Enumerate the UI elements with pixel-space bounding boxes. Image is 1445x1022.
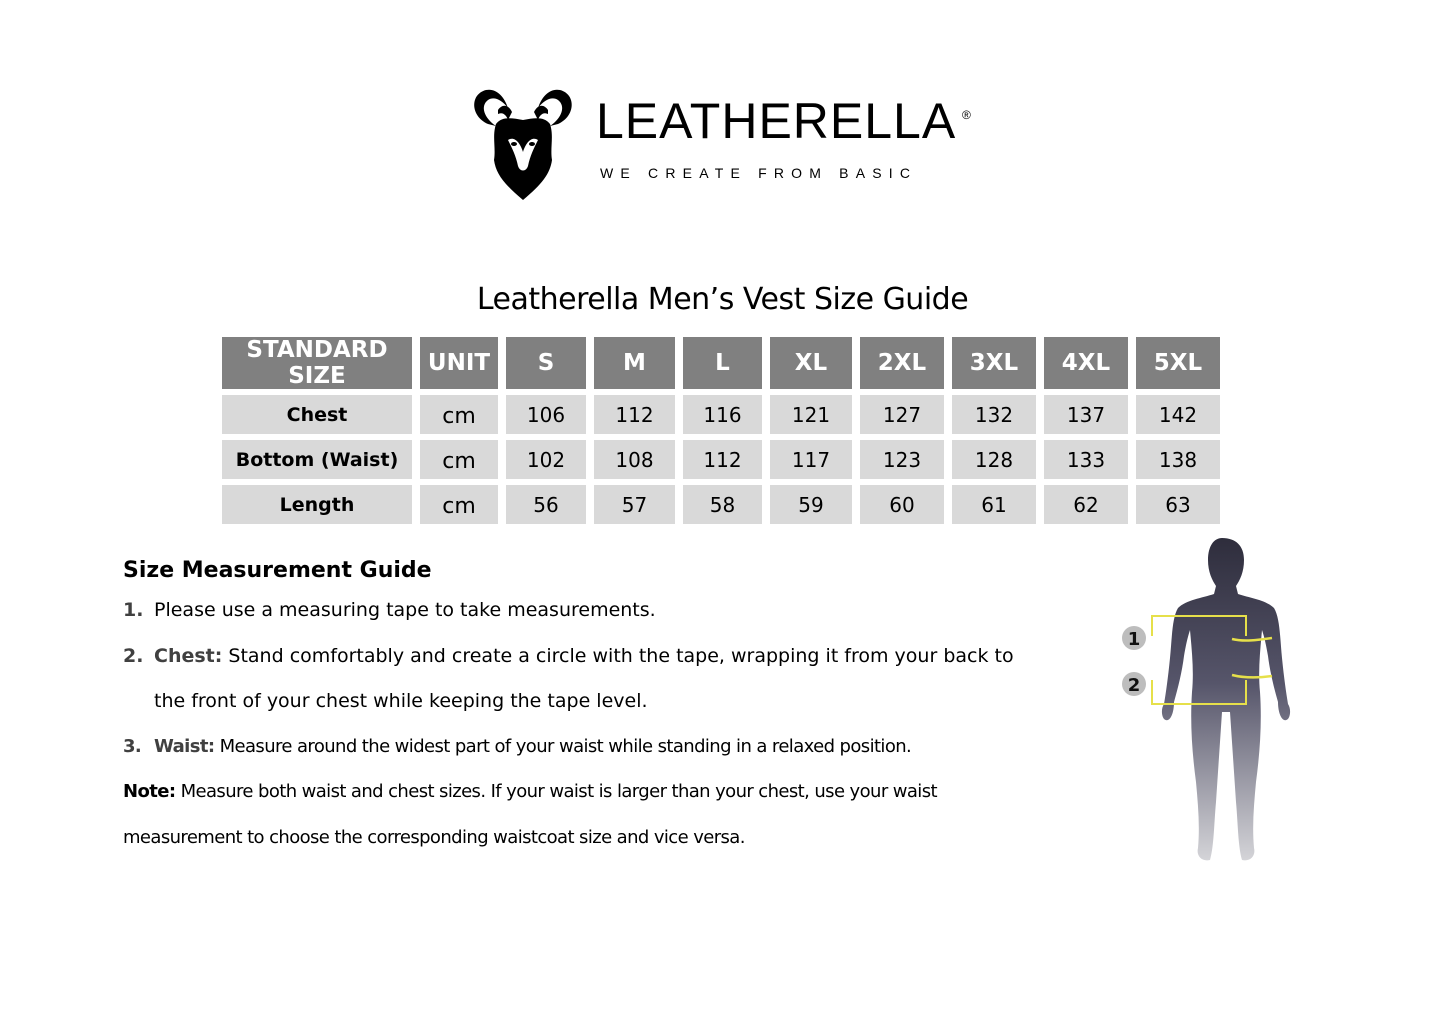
step-number: 1. bbox=[123, 599, 144, 621]
row-label: Length bbox=[222, 485, 412, 524]
cell-value: 132 bbox=[952, 395, 1036, 434]
page-title: Leatherella Men’s Vest Size Guide bbox=[476, 282, 969, 317]
measurement-guide bbox=[123, 555, 1083, 868]
cell-value: 138 bbox=[1136, 440, 1220, 479]
body-silhouette-icon bbox=[1110, 532, 1300, 872]
brand-logo bbox=[468, 86, 988, 204]
note-text: measurement to choose the corresponding waistcoat size and vice versa. bbox=[123, 826, 745, 848]
header-unit: UNIT bbox=[420, 337, 498, 389]
guide-step-3 bbox=[123, 732, 1083, 778]
cell-value: 112 bbox=[594, 395, 675, 434]
row-unit: cm bbox=[420, 440, 498, 479]
step-text: Measure around the widest part of your waist while standing in a relaxed position. bbox=[214, 735, 912, 757]
guide-step-2 bbox=[123, 641, 1083, 687]
cell-value: 137 bbox=[1044, 395, 1128, 434]
header-size-m: M bbox=[594, 337, 675, 389]
table-row bbox=[222, 485, 1220, 524]
step-text: Please use a measuring tape to take measurements. bbox=[154, 599, 656, 621]
cell-value: 56 bbox=[506, 485, 586, 524]
header-size-5xl: 5XL bbox=[1136, 337, 1220, 389]
guide-step-2-continuation bbox=[123, 686, 1083, 732]
row-label: Chest bbox=[222, 395, 412, 434]
registered-mark: ® bbox=[962, 108, 971, 122]
goat-head-icon bbox=[468, 86, 578, 202]
marker-2: 2 bbox=[1127, 675, 1141, 696]
body-measurement-figure bbox=[1110, 532, 1300, 872]
brand-name: LEATHERELLA bbox=[596, 93, 957, 149]
table-row bbox=[222, 395, 1220, 434]
step-text: the front of your chest while keeping the tape level. bbox=[154, 690, 648, 712]
cell-value: 133 bbox=[1044, 440, 1128, 479]
cell-value: 142 bbox=[1136, 395, 1220, 434]
guide-step-1 bbox=[123, 595, 1083, 641]
note-text: Measure both waist and chest sizes. If your waist is larger than your chest, use your waist bbox=[175, 781, 937, 802]
cell-value: 63 bbox=[1136, 485, 1220, 524]
cell-value: 60 bbox=[860, 485, 944, 524]
header-size-l: L bbox=[683, 337, 762, 389]
cell-value: 108 bbox=[594, 440, 675, 479]
table-header-row bbox=[222, 337, 1220, 389]
guide-note-continuation bbox=[123, 823, 1083, 869]
row-label: Bottom (Waist) bbox=[222, 440, 412, 479]
cell-value: 112 bbox=[683, 440, 762, 479]
cell-value: 102 bbox=[506, 440, 586, 479]
cell-value: 116 bbox=[683, 395, 762, 434]
cell-value: 57 bbox=[594, 485, 675, 524]
step-keyword: Chest: bbox=[154, 644, 223, 667]
step-number: 2. bbox=[123, 644, 144, 667]
cell-value: 121 bbox=[770, 395, 852, 434]
guide-heading: Size Measurement Guide bbox=[123, 558, 432, 583]
cell-value: 117 bbox=[770, 440, 852, 479]
step-text: Stand comfortably and create a circle with the tape, wrapping it from your back to bbox=[222, 644, 1014, 667]
row-unit: cm bbox=[420, 485, 498, 524]
cell-value: 128 bbox=[952, 440, 1036, 479]
cell-value: 58 bbox=[683, 485, 762, 524]
header-size-4xl: 4XL bbox=[1044, 337, 1128, 389]
cell-value: 127 bbox=[860, 395, 944, 434]
table-row bbox=[222, 440, 1220, 479]
cell-value: 106 bbox=[506, 395, 586, 434]
header-size-2xl: 2XL bbox=[860, 337, 944, 389]
header-size-3xl: 3XL bbox=[952, 337, 1036, 389]
marker-1: 1 bbox=[1127, 629, 1141, 650]
header-size-xl: XL bbox=[770, 337, 852, 389]
size-table bbox=[214, 331, 1228, 530]
cell-value: 62 bbox=[1044, 485, 1128, 524]
step-number: 3. bbox=[123, 735, 142, 757]
step-keyword: Waist: bbox=[154, 735, 215, 757]
row-unit: cm bbox=[420, 395, 498, 434]
header-size-s: S bbox=[506, 337, 586, 389]
cell-value: 59 bbox=[770, 485, 852, 524]
cell-value: 123 bbox=[860, 440, 944, 479]
header-standard-size: STANDARD SIZE bbox=[222, 337, 412, 389]
brand-tagline: WE CREATE FROM BASIC bbox=[600, 165, 918, 181]
note-keyword: Note: bbox=[123, 781, 176, 802]
guide-note bbox=[123, 777, 1083, 823]
cell-value: 61 bbox=[952, 485, 1036, 524]
